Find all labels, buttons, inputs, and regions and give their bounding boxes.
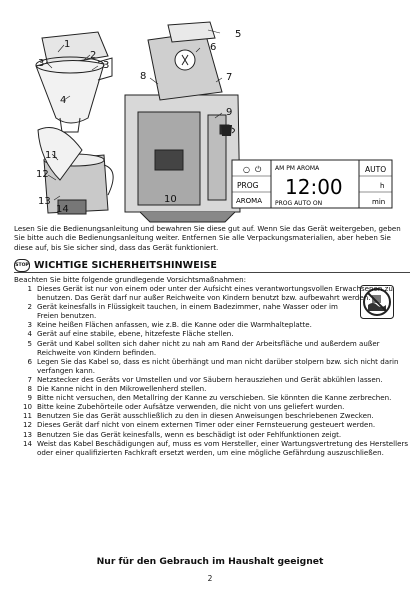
callout-10: 10: [164, 194, 177, 205]
coffee-maker-body-illustration: [125, 22, 240, 222]
callout-7: 7: [226, 72, 233, 83]
list-item: 2 Gerät keinesfalls in Flüssigkeit tauchen, in einem Badezimmer, nahe Wasser oder im Freien benutzen.: [27, 302, 338, 321]
warning-header: [14, 258, 410, 273]
coffee-maker-illustration: [0, 0, 420, 225]
callout-14: 14: [56, 204, 69, 215]
list-item: 5 Gerät und Kabel sollten sich daher nicht zu nah am Rand der Arbeitsfläche und außerdem außer Reichweite von Kindern befinden.: [27, 338, 380, 357]
warning-lead: Beachten Sie bitte folgende grundlegende Vorsichtsmaßnahmen:: [14, 275, 246, 284]
callout-5: 5: [235, 29, 242, 40]
list-item: 10 Bitte keine Zubehörteile oder Aufsätze verwenden, die nicht von uns geliefert wurden.: [22, 402, 345, 412]
warning-title: WICHTIGE SICHERHEITSHINWEISE: [34, 259, 218, 271]
list-item: 13 Benutzen Sie das Gerät keinesfalls, wenn es beschädigt ist oder Fehlfunktionen zeigt.: [22, 429, 342, 439]
list-item: 4 Gerät auf eine stabile, ebene, hitzefeste Fläche stellen.: [27, 329, 234, 339]
power-icon: ○: [243, 165, 250, 174]
list-item: 12 Dieses Gerät darf nicht von einem externen Timer oder einer Fernsteuerung gesteuert werden.: [22, 420, 376, 430]
display-top-labels: AM PM AROMA: [275, 165, 320, 172]
hour-button[interactable]: h: [380, 182, 385, 190]
callout-9: 9: [226, 107, 233, 118]
auto-button[interactable]: AUTO: [365, 165, 387, 174]
aroma-button[interactable]: AROMA: [236, 197, 262, 205]
list-item: 3 Keine heißen Flächen anfassen, wie z.B. die Kanne oder die Warmhalteplatte.: [27, 320, 312, 330]
callout-13: 13: [38, 196, 51, 207]
list-item: 14 Weist das Kabel Beschädigungen auf, muss es vom Hersteller, einer Wartungsvertretung des Herstellers oder einer qualifizierten Fachkraft ersetzt werden, um eine mögliche Gefährdung auszuschließen.: [22, 438, 409, 457]
callout-8: 8: [140, 71, 147, 82]
display-bottom-labels: PROG AUTO ON: [275, 200, 323, 207]
control-panel-display: [232, 160, 392, 208]
callout-12: 12: [36, 169, 49, 180]
safety-list: [14, 284, 410, 457]
standby-icon: ⏻: [255, 165, 262, 174]
display-time: 12:00: [285, 175, 343, 199]
intro-paragraph: Lesen Sie die Bedienungsanleitung und bewahren Sie diese gut auf. Wenn Sie das Gerät weitergeben, geben Sie bitte auch die Bedienungsanleitung weiter. Entfernen Sie alle Verpackungsmaterialien, aber heben Sie diese auf, bis Sie sicher sind, dass das Gerät funktioniert.: [14, 224, 401, 252]
callout-3-right: 3: [103, 60, 110, 71]
page-number: 2: [207, 574, 213, 583]
list-item: 8 Die Kanne nicht in den Mikrowellenherd stellen.: [27, 384, 207, 394]
stop-icon: STOP: [14, 259, 30, 272]
list-item: 9 Bitte nicht versuchen, den Metallring der Kanne zu verschieben. Sie könnten die Kanne zerbrechen.: [27, 393, 392, 403]
callout-2: 2: [90, 50, 97, 61]
callout-11: 11: [45, 150, 58, 161]
prog-button[interactable]: PROG: [237, 181, 259, 190]
callout-6: 6: [210, 42, 217, 53]
callout-3-left: 3: [38, 58, 45, 69]
list-item: 6 Legen Sie das Kabel so, dass es nicht überhängt und man nicht darüber stolpern bzw. sich nicht darin verfangen kann.: [27, 356, 399, 375]
filter-funnel-illustration: [36, 32, 112, 132]
list-item: 1 Dieses Gerät ist nur von einem oder unter der Aufsicht eines verantwortungsvollen Erwachsenen zu benutzen. Das Gerät darf nur außer Reichweite von Kindern benutzt bzw. aufbewahrt werden.: [27, 284, 393, 303]
callout-4: 4: [60, 95, 67, 106]
min-button[interactable]: min: [372, 198, 386, 206]
list-item: 7 Netzstecker des Geräts vor Umstellen und vor Säubern herausziehen und Gerät abkühlen lassen.: [27, 374, 383, 384]
list-item: 11 Benutzen Sie das Gerät ausschließlich zu den in diesen Anweisungen beschriebenen Zwecken.: [22, 411, 374, 421]
callout-1: 1: [64, 39, 71, 50]
household-use-note: Nur für den Gebrauch im Haushalt geeignet: [96, 556, 324, 567]
